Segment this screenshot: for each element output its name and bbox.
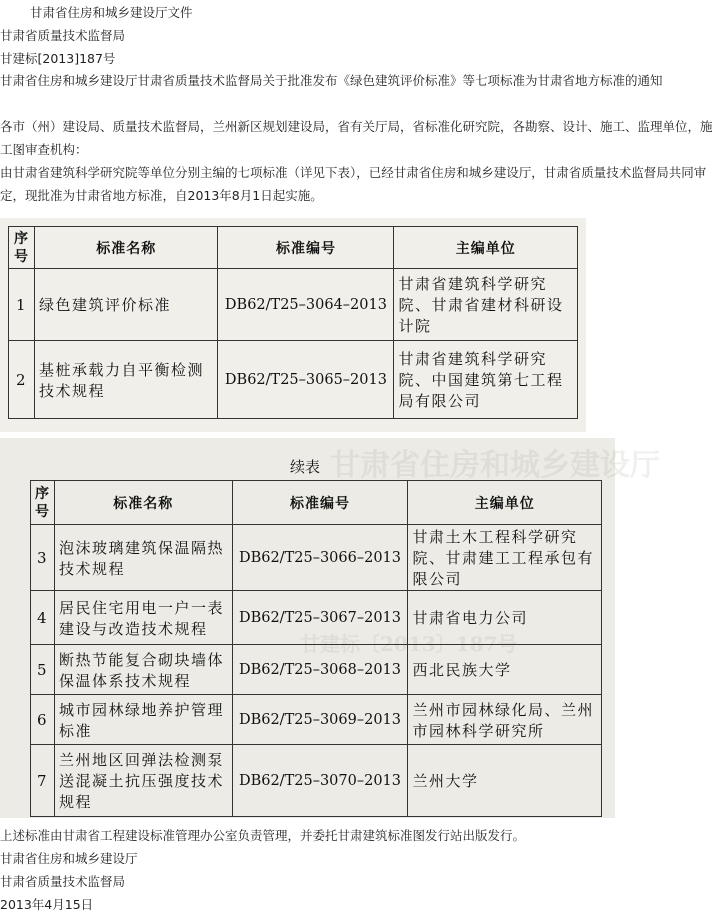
row-no: 5 [31, 645, 55, 695]
header-code: 标准编号 [232, 481, 408, 525]
header-seq: 序号 [31, 481, 55, 525]
table-row [31, 591, 602, 645]
header-name: 标准名称 [34, 227, 217, 269]
bleed-through-watermark: 甘肃省住房和城乡建设厅 [330, 448, 660, 483]
notice-title: 甘肃省住房和城乡建设厅甘肃省质量技术监督局关于批准发布《绿色建筑评价标准》等七项标准为甘肃省地方标准的通知 [0, 73, 663, 88]
row-no: 6 [31, 695, 55, 745]
issuer-quality-bureau: 甘肃省质量技术监督局 [0, 28, 126, 43]
signature-date: 2013年4月15日 [0, 897, 94, 912]
table-scan-2 [0, 438, 660, 818]
bleed-through-number: 甘建标〔2013〕187号 [300, 632, 518, 656]
row-code: DB62/T25–3070–2013 [232, 745, 408, 817]
row-code: DB62/T25–3068–2013 [232, 645, 408, 695]
header-seq: 序号 [9, 227, 35, 269]
notice-body: 由甘肃省建筑科学研究院等单位分别主编的七项标准（详见下表），已经甘肃省住房和城乡建设厅，甘肃省质量技术监督局共同审定，现批准为甘肃省地方标准，自2013年8月1日起实施。 [0, 165, 707, 203]
header-code: 标准编号 [218, 227, 394, 269]
header-org: 主编单位 [408, 481, 602, 525]
continued-caption: 续表 [290, 458, 321, 476]
table-header-row [31, 481, 602, 525]
row-code: DB62/T25–3066–2013 [232, 525, 408, 591]
row-org: 兰州大学 [408, 745, 602, 817]
row-code: DB62/T25–3069–2013 [232, 695, 408, 745]
table-row [31, 645, 602, 695]
row-name: 泡沫玻璃建筑保温隔热技术规程 [55, 525, 233, 591]
row-code: DB62/T25–3065–2013 [218, 341, 394, 419]
row-code: DB62/T25–3064–2013 [218, 269, 394, 341]
table-scan-1 [0, 218, 586, 432]
row-name: 城市园林绿地养护管理标准 [55, 695, 233, 745]
signature-org1: 甘肃省住房和城乡建设厅 [0, 851, 138, 866]
header-name: 标准名称 [55, 481, 233, 525]
row-code: DB62/T25–3067–2013 [232, 591, 408, 645]
row-no: 1 [9, 269, 35, 341]
recipients: 各市（州）建设局、质量技术监督局，兰州新区规划建设局，省有关厅局，省标准化研究院，各勘察、设计、施工、监理单位，施工图审查机构： [0, 119, 713, 157]
row-org: 甘肃省建筑科学研究院、甘肃省建材科研设计院 [394, 269, 578, 341]
doc-label: 甘肃省住房和城乡建设厅文件 [30, 5, 193, 20]
signature-org2: 甘肃省质量技术监督局 [0, 874, 126, 889]
doc-number: 甘建标[2013]187号 [0, 51, 116, 66]
row-org: 甘肃省建筑科学研究院、中国建筑第七工程局有限公司 [394, 341, 578, 419]
table-row [9, 341, 578, 419]
row-org: 兰州市园林绿化局、兰州市园林科学研究所 [408, 695, 602, 745]
row-name: 居民住宅用电一户一表建设与改造技术规程 [55, 591, 233, 645]
row-org: 甘肃省电力公司 [408, 591, 602, 645]
row-name: 基桩承载力自平衡检测技术规程 [34, 341, 217, 419]
table-row [31, 745, 602, 817]
row-name: 断热节能复合砌块墙体保温体系技术规程 [55, 645, 233, 695]
standards-table-part2 [30, 480, 602, 817]
row-no: 2 [9, 341, 35, 419]
header-org: 主编单位 [394, 227, 578, 269]
row-name: 兰州地区回弹法检测泵送混凝土抗压强度技术规程 [55, 745, 233, 817]
table-row [31, 525, 602, 591]
table-row [31, 695, 602, 745]
row-no: 7 [31, 745, 55, 817]
row-no: 4 [31, 591, 55, 645]
table-header-row [9, 227, 578, 269]
row-no: 3 [31, 525, 55, 591]
row-org: 西北民族大学 [408, 645, 602, 695]
table-row [9, 269, 578, 341]
row-org: 甘肃土木工程科学研究院、甘肃建工工程承包有限公司 [408, 525, 602, 591]
row-name: 绿色建筑评价标准 [34, 269, 217, 341]
standards-table-part1 [8, 226, 578, 419]
closing-statement: 上述标准由甘肃省工程建设标准管理办公室负责管理，并委托甘肃建筑标准图发行站出版发行。 [0, 828, 526, 843]
